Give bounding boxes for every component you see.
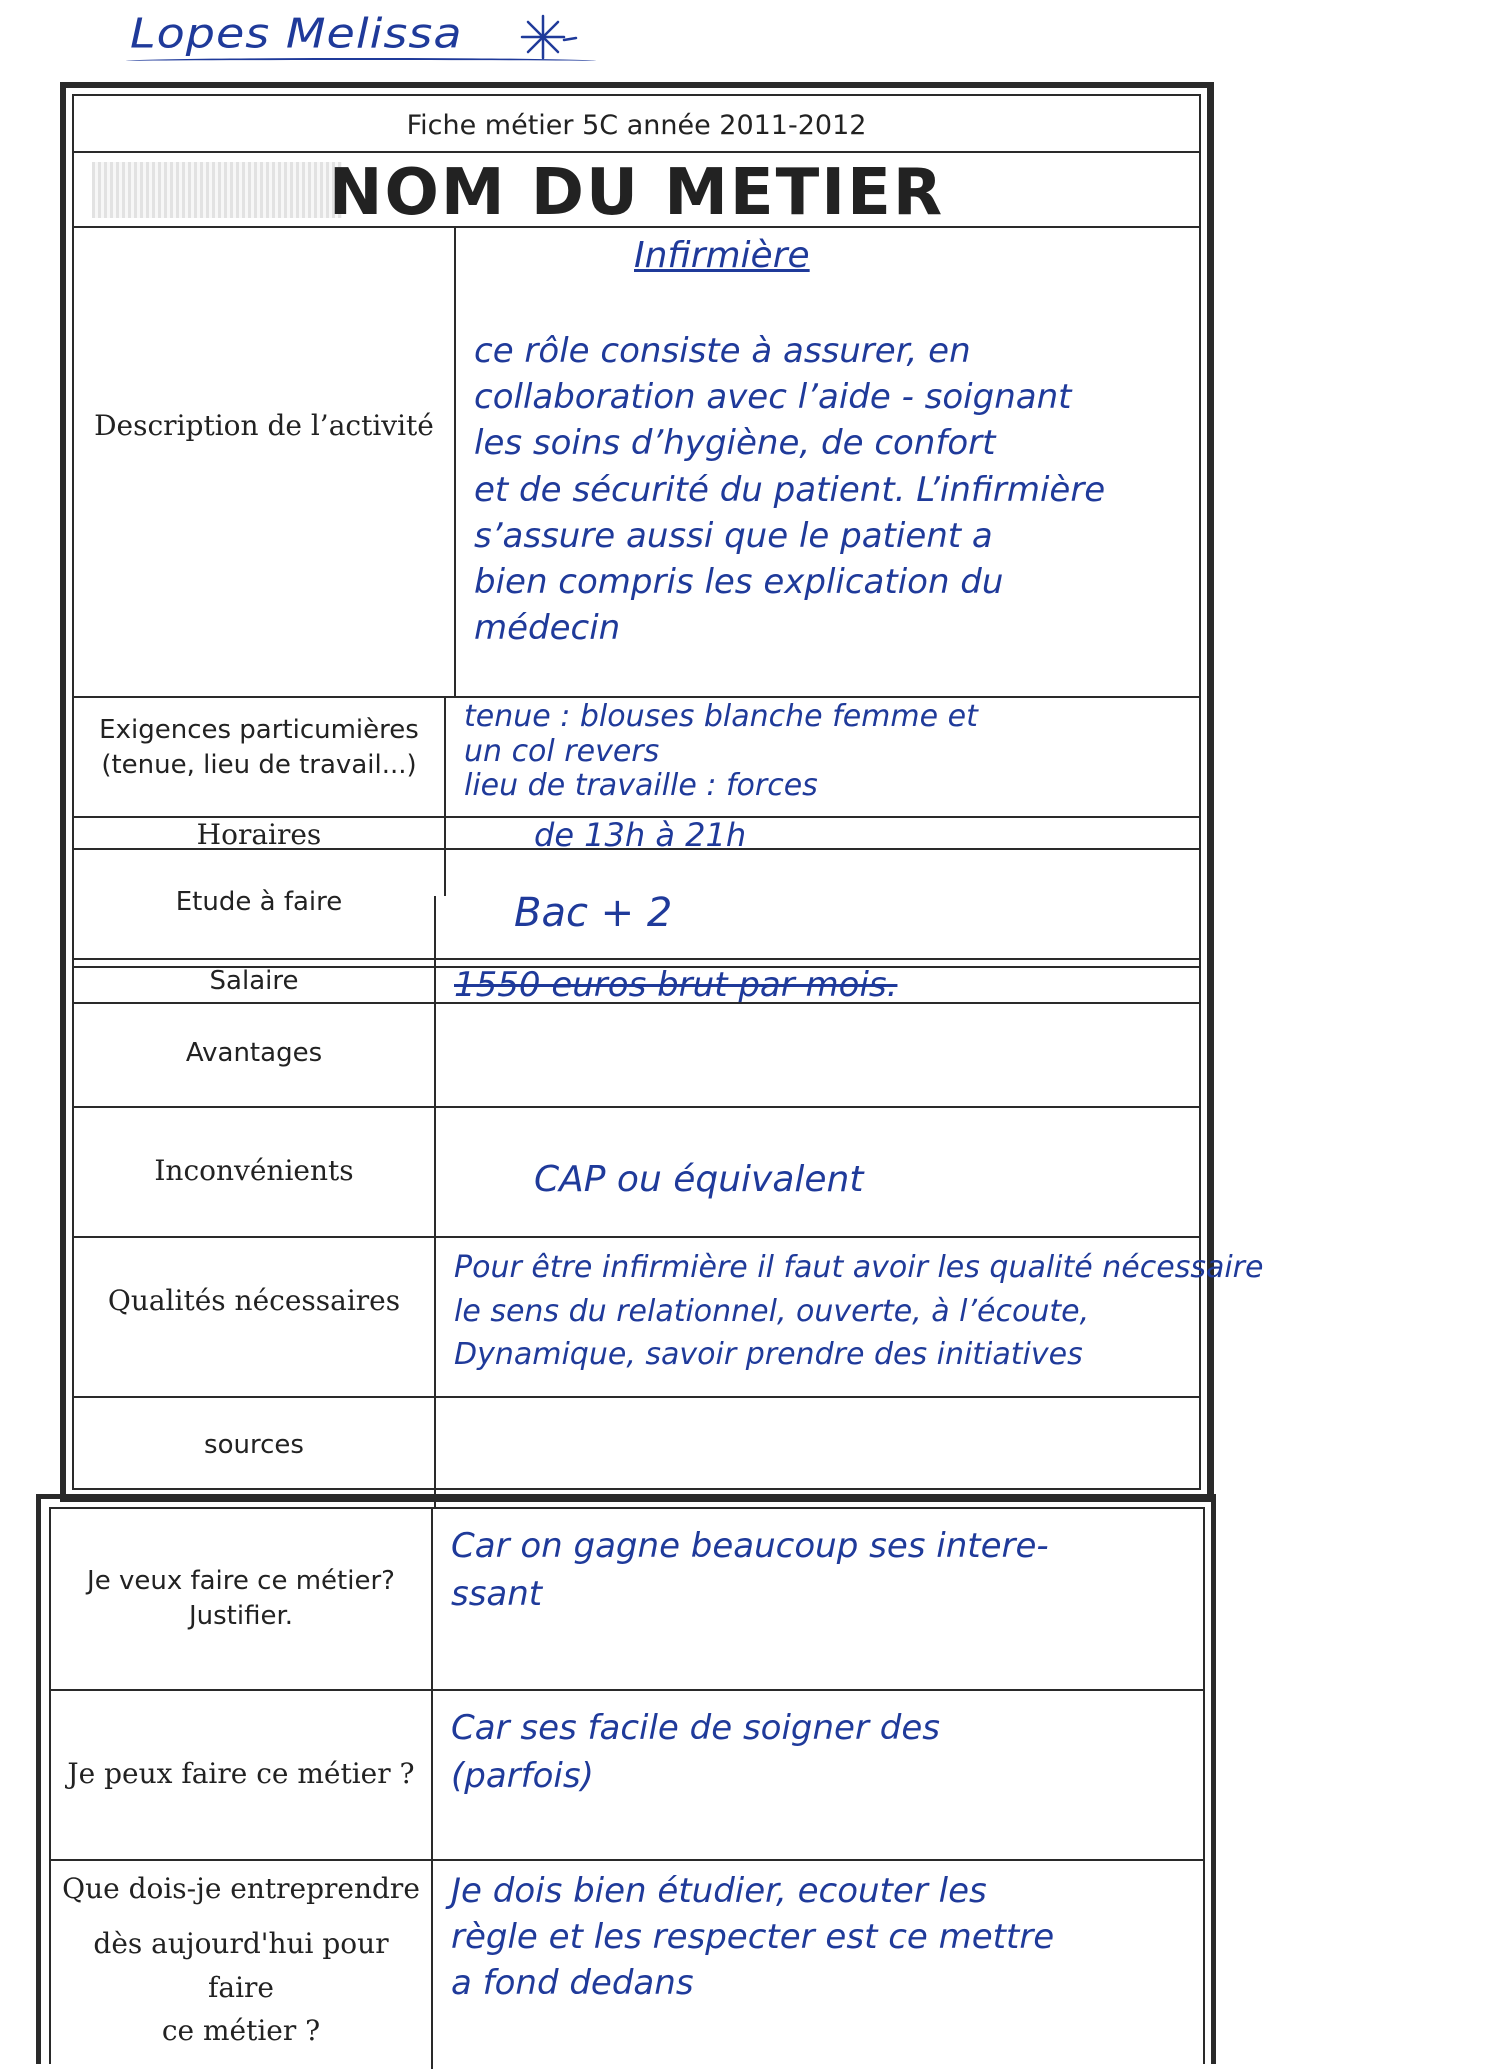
- description-answer: [474, 328, 1105, 652]
- horaires-answer: de 13h à 21h: [534, 816, 747, 854]
- label-line: Exigences particumières: [99, 714, 419, 745]
- answer-line: ce rôle consiste à assurer, en: [474, 331, 971, 371]
- answer-line: médecin: [474, 608, 621, 649]
- answer-line: bien compris les explication du: [474, 562, 1004, 603]
- job-sheet: [60, 82, 1264, 1502]
- label-salaire: Salaire: [209, 966, 299, 997]
- entreprendre-answer: [451, 1869, 1054, 2007]
- salaire-answer: 1550 euros brut par mois.: [454, 965, 898, 1005]
- veux-answer: [451, 1523, 1049, 1618]
- label-line: (tenue, lieu de travail...): [101, 750, 417, 780]
- qualites-answer: [454, 1246, 1263, 1377]
- column-divider: [454, 226, 456, 696]
- label-sources: sources: [204, 1430, 304, 1461]
- job-table: [72, 94, 1264, 1490]
- divider: [74, 958, 1199, 960]
- answer-line: Pour être infirmière il faut avoir les qualité nécessaire: [454, 1250, 1264, 1285]
- label-etude: Etude à faire: [175, 887, 343, 918]
- answer-line: (parfois): [451, 1755, 594, 1796]
- label-qualites: Qualités nécessaires: [107, 1284, 401, 1318]
- answer-line: et de sécurité du patient. L’infirmière: [474, 469, 1106, 510]
- answer-line: Je dois bien étudier, ecouter les: [451, 1871, 987, 1911]
- column-divider: [431, 1509, 433, 2069]
- reflection-table: [49, 1507, 1205, 2064]
- label-inconvenients: Inconvénients: [154, 1154, 354, 1188]
- answer-line: a fond dedans: [451, 1962, 694, 2003]
- answer-line: le sens du relationnel, ouverte, à l’écoute,: [454, 1293, 1090, 1329]
- answer-line: lieu de travaille : forces: [464, 768, 818, 803]
- answer-line: un col revers: [464, 733, 660, 769]
- label-exigences: [74, 696, 444, 800]
- answer-line: règle et les respecter est ce mettre: [451, 1916, 1055, 1957]
- star-doodle-icon: [508, 12, 578, 62]
- label-line: ce métier ?: [161, 2014, 321, 2048]
- label-line: Je veux faire ce métier?: [87, 1565, 395, 1596]
- divider: [51, 1859, 1203, 1861]
- label-description: Description de l’activité: [94, 409, 434, 443]
- answer-line: s’assure aussi que le patient a: [474, 515, 993, 556]
- reflection-sheet: [36, 1494, 1216, 2064]
- divider: [74, 226, 1199, 228]
- answer-line: Car on gagne beaucoup ses intere-: [451, 1526, 1049, 1566]
- label-veux: [51, 1509, 431, 1689]
- answer-line: ssant: [451, 1573, 543, 1614]
- label-horaires: Horaires: [196, 818, 322, 852]
- job-name: Infirmière: [634, 235, 810, 276]
- label-entreprendre: [51, 1867, 431, 2067]
- label-line: Que dois-je entreprendre: [62, 1872, 420, 1905]
- sheet-title: NOM DU METIER: [328, 156, 945, 230]
- exigences-answer: [464, 700, 978, 804]
- answer-line: Dynamique, savoir prendre des initiatives: [454, 1337, 1083, 1372]
- answer-line: collaboration avec l’aide - soignant: [474, 377, 1072, 418]
- answer-line: tenue : blouses blanche femme et: [464, 699, 978, 734]
- label-line: dès aujourd'hui pour faire: [93, 1927, 389, 2004]
- sheet-subtitle: Fiche métier 5C année 2011-2012: [406, 110, 867, 141]
- label-line: Justifier.: [188, 1601, 294, 1631]
- student-name: Lopes Melissa: [130, 8, 463, 58]
- column-divider: [434, 896, 436, 1508]
- etude-answer: Bac + 2: [514, 890, 673, 936]
- label-peux: Je peux faire ce métier ?: [67, 1757, 415, 1791]
- inconvenients-answer: CAP ou équivalent: [534, 1159, 864, 1200]
- label-avantages: Avantages: [185, 1038, 323, 1069]
- divider: [74, 151, 1199, 153]
- column-divider: [444, 696, 446, 896]
- answer-line: les soins d’hygiène, de confort: [474, 423, 996, 464]
- answer-line: Car ses facile de soigner des: [451, 1708, 940, 1748]
- peux-answer: [451, 1705, 940, 1800]
